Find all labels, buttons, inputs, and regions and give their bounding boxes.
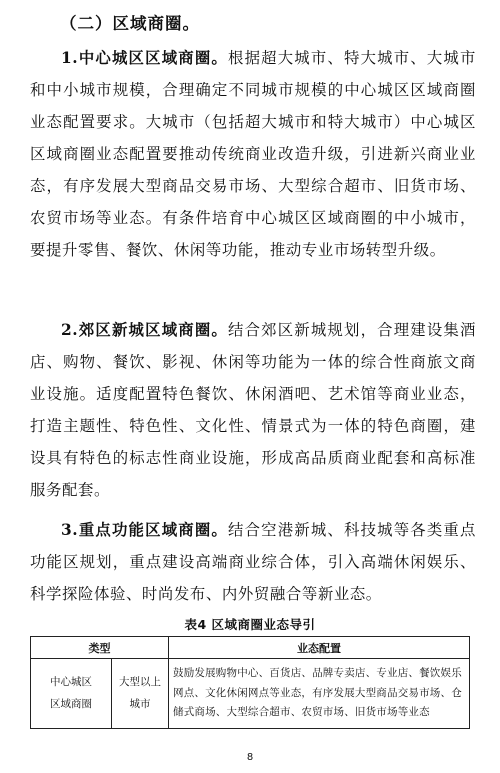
paragraph-lead: 1.中心城区区域商圈。 xyxy=(61,49,228,67)
header-type: 类型 xyxy=(31,637,169,659)
table-header-row xyxy=(31,637,470,659)
cell-type xyxy=(31,659,112,729)
table-row xyxy=(31,659,470,729)
cell-scale-line2: 城市 xyxy=(129,698,151,711)
paragraph-lead: 3.重点功能区域商圈。 xyxy=(61,521,228,539)
paragraph-key-function-area xyxy=(30,514,476,610)
paragraph-lead: 2.郊区新城区域商圈。 xyxy=(61,321,228,339)
business-guide-table xyxy=(30,636,470,729)
paragraph-central-district xyxy=(30,42,476,266)
paragraph-body: 根据超大城市、特大城市、大城市和中小城市规模，合理确定不同城市规模的中心城区区域商圈业态配置要求。大城市（包括超大城市和特大城市）中心城区区域商圈业态配置要推动传统商业改造升级，引进新兴商业业态，有序发展大型商品交易市场、大型综合超市、旧货市场、农贸市场等业态。有条件培育中心城区区域商圈的中小城市，要提升零售、餐饮、休闲等功能，推动专业市场转型升级。 xyxy=(30,49,476,259)
paragraph-body: 结合空港新城、科技城等各类重点功能区规划，重点建设高端商业综合体，引入高端休闲娱乐、科学探险体验、时尚发布、内外贸融合等新业态。 xyxy=(30,521,476,603)
cell-type-line2: 区域商圈 xyxy=(50,698,92,711)
table-caption: 表4 区域商圈业态导引 xyxy=(184,617,316,632)
header-config: 业态配置 xyxy=(169,637,470,659)
page-number: 8 xyxy=(246,752,254,763)
cell-type-line1: 中心城区 xyxy=(50,676,92,689)
cell-scale xyxy=(112,659,169,729)
cell-config: 鼓励发展购物中心、百货店、品牌专卖店、专业店、餐饮娱乐网点、文化休闲网点等业态，有序发展大型商品交易市场、仓储式商场、大型综合超市、农贸市场、旧货市场等业态 xyxy=(169,659,470,729)
section-heading: （二）区域商圈。 xyxy=(60,14,200,33)
cell-scale-line1: 大型以上 xyxy=(119,676,161,689)
paragraph-suburban-new-town xyxy=(30,314,476,506)
paragraph-body: 结合郊区新城规划，合理建设集酒店、购物、餐饮、影视、休闲等功能为一体的综合性商旅文商业设施。适度配置特色餐饮、休闲酒吧、艺术馆等商业业态，打造主题性、特色性、文化性、情景式为一体的特色商圈，建设具有特色的标志性商业设施，形成高品质商业配套和高标准服务配套。 xyxy=(30,321,476,499)
